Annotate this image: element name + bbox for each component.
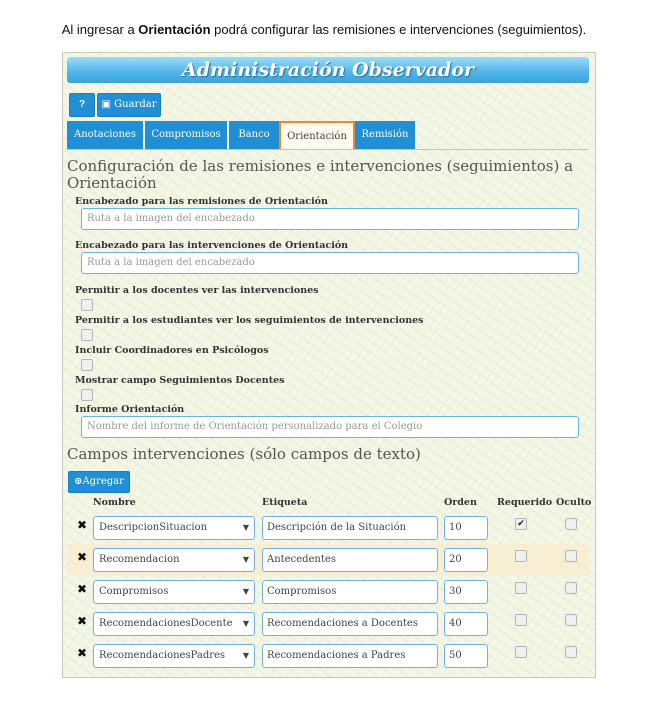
orden-input[interactable]: 10 [444,516,488,540]
chevron-down-icon: ▼ [242,555,249,564]
col-oculto: Oculto [556,497,592,508]
nombre-value: Compromisos [99,586,169,597]
header-remisiones-label: Encabezado para las remisiones de Orientación [75,196,328,207]
header-intervenciones-label: Encabezado para las intervenciones de Orientación [75,240,349,251]
col-requerido: Requerido [497,497,553,508]
checkbox-label-coordinadores: Incluir Coordinadores en Psicólogos [75,345,269,356]
fields-title: Campos intervenciones (sólo campos de texto) [67,445,421,463]
delete-icon[interactable]: ✖ [77,614,88,628]
help-button[interactable]: ? [69,93,95,117]
checkbox-label-seguimientos: Mostrar campo Seguimientos Docentes [75,375,285,386]
checkbox-seguimientos[interactable] [81,389,93,401]
etiqueta-input[interactable]: Antecedentes [262,548,438,572]
tab-anotaciones[interactable]: Anotaciones [67,121,143,149]
add-button[interactable] [68,471,130,493]
save-button[interactable] [97,93,161,117]
tab-compromisos[interactable]: Compromisos [145,121,227,149]
config-title: Configuración de las remisiones e intervenciones (seguimientos) a Orientación [67,157,574,192]
admin-panel [62,52,596,678]
table-row [67,512,589,544]
etiqueta-input[interactable]: Compromisos [262,580,438,604]
delete-icon[interactable]: ✖ [77,646,88,660]
add-button-label: Agregar [82,476,124,487]
caption-text-bold: Orientación [138,22,211,37]
checkmark-icon: ✔ [517,519,525,529]
nombre-value: Recomendacion [99,554,180,565]
nombre-select[interactable] [93,612,255,636]
checkbox-label-docentes: Permitir a los docentes ver las intervenciones [75,285,319,296]
orden-input[interactable]: 30 [444,580,488,604]
tab-banco[interactable]: Banco [229,121,279,149]
chevron-down-icon: ▼ [242,619,249,628]
checkbox-docentes[interactable] [81,299,93,311]
checkbox-coordinadores[interactable] [81,359,93,371]
nombre-select[interactable] [93,516,255,540]
etiqueta-input[interactable]: Descripción de la Situación [262,516,438,540]
col-orden: Orden [444,497,477,508]
col-nombre: Nombre [93,497,136,508]
table-row [67,544,589,576]
oculto-checkbox[interactable] [565,614,577,626]
chevron-down-icon: ▼ [242,587,249,596]
nombre-value: DescripcionSituacion [99,522,208,533]
nombre-select[interactable] [93,548,255,572]
oculto-checkbox[interactable] [565,646,577,658]
checkbox-estudiantes[interactable] [81,329,93,341]
chevron-down-icon: ▼ [242,523,249,532]
informe-label: Informe Orientación [75,404,185,415]
informe-input[interactable]: Nombre del informe de Orientación personalizado para el Colegio [81,416,579,438]
oculto-checkbox[interactable] [565,550,577,562]
tab-divider [67,149,589,150]
oculto-checkbox[interactable] [565,518,577,530]
delete-icon[interactable]: ✖ [77,518,88,532]
chevron-down-icon: ▼ [242,651,249,660]
header-intervenciones-input[interactable]: Ruta a la imagen del encabezado [81,252,579,274]
floppy-icon: ▣ [101,99,111,110]
delete-icon[interactable]: ✖ [77,550,88,564]
delete-icon[interactable]: ✖ [77,582,88,596]
caption-text-before: Al ingresar a [61,22,139,37]
nombre-select[interactable] [93,644,255,668]
checkbox-label-estudiantes: Permitir a los estudiantes ver los seguimientos de intervenciones [75,315,424,326]
oculto-checkbox[interactable] [565,582,577,594]
orden-input[interactable]: 50 [444,644,488,668]
etiqueta-input[interactable]: Recomendaciones a Docentes [262,612,438,636]
table-row [67,576,589,608]
caption-text-after: podrá configurar las remisiones e intervenciones (seguimientos). [210,22,587,37]
requerido-checkbox[interactable] [515,646,527,658]
header-remisiones-input[interactable]: Ruta a la imagen del encabezado [81,208,579,230]
requerido-checkbox[interactable] [515,550,527,562]
tab-remision[interactable]: Remisión [355,121,415,149]
nombre-value: RecomendacionesDocente [99,618,233,629]
panel-title: Administración Observador [67,57,589,83]
orden-input[interactable]: 20 [444,548,488,572]
page-caption [0,22,648,37]
orden-input[interactable]: 40 [444,612,488,636]
nombre-select[interactable] [93,580,255,604]
requerido-checkbox[interactable] [515,614,527,626]
etiqueta-input[interactable]: Recomendaciones a Padres [262,644,438,668]
requerido-checkbox[interactable] [515,518,527,530]
table-row [67,640,589,672]
tab-orientacion[interactable]: Orientación [279,121,355,149]
save-button-label: Guardar [114,99,157,110]
nombre-value: RecomendacionesPadres [99,650,226,661]
table-row [67,608,589,640]
col-etiqueta: Etiqueta [262,497,308,508]
requerido-checkbox[interactable] [515,582,527,594]
plus-circle-icon: ⊕ [74,476,83,487]
